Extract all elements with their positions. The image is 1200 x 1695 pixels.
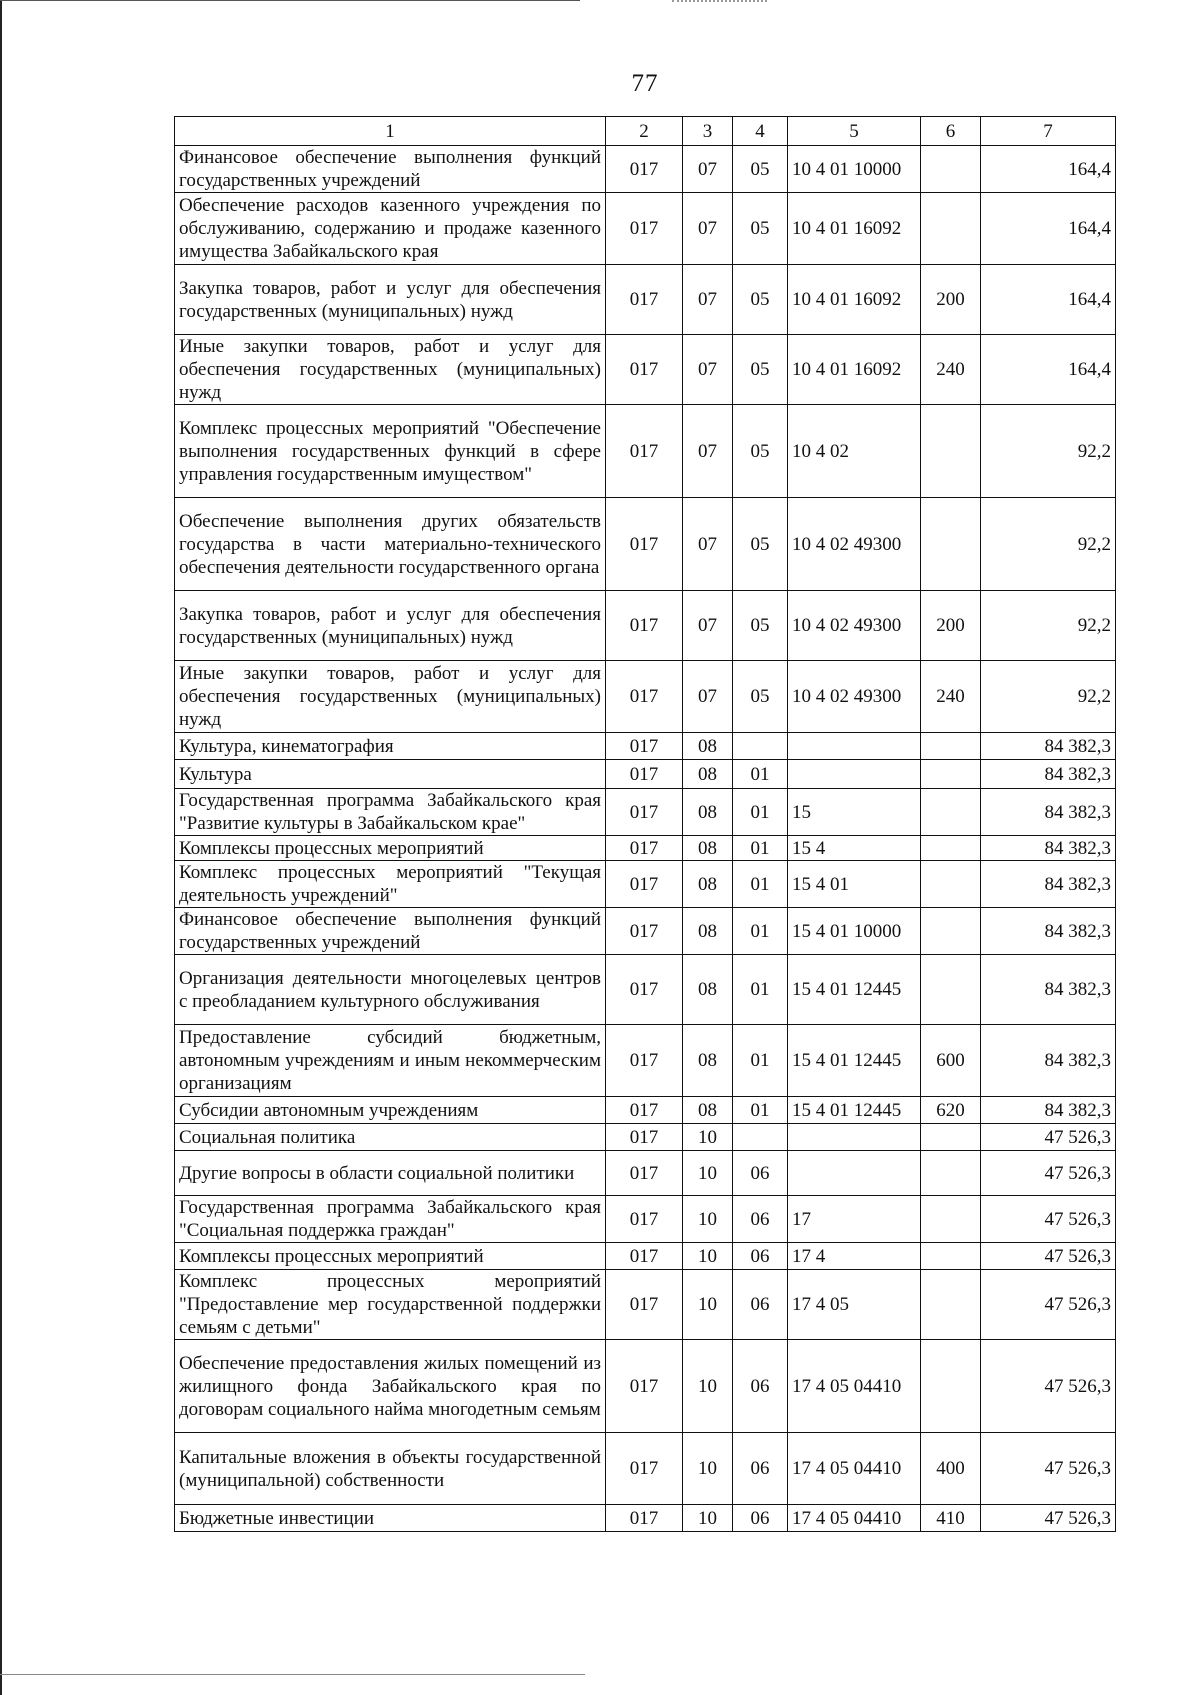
- table-row: [175, 760, 1116, 789]
- row-code-6-cell: 400: [921, 1433, 981, 1505]
- row-code-5-cell: 17 4: [788, 1243, 921, 1270]
- row-code-6-cell: [921, 1270, 981, 1340]
- row-name-cell: Финансовое обеспечение выполнения функций государственных учреждений: [175, 908, 606, 955]
- row-code-6-cell: 600: [921, 1025, 981, 1097]
- row-code-3-cell: 07: [683, 405, 733, 498]
- row-code-5-cell: 10 4 02: [788, 405, 921, 498]
- row-amount-cell: 92,2: [981, 661, 1116, 733]
- row-name-cell: Комплексы процессных мероприятий: [175, 1243, 606, 1270]
- table-row: [175, 1270, 1116, 1340]
- row-code-6-cell: [921, 405, 981, 498]
- table-row: [175, 1433, 1116, 1505]
- row-code-6-cell: 240: [921, 661, 981, 733]
- table-row: [175, 193, 1116, 265]
- row-code-3-cell: 10: [683, 1505, 733, 1532]
- row-code-2-cell: 017: [606, 733, 683, 760]
- row-code-4-cell: 01: [733, 1097, 788, 1124]
- row-code-2-cell: 017: [606, 1196, 683, 1243]
- row-code-2-cell: 017: [606, 955, 683, 1025]
- row-code-6-cell: [921, 760, 981, 789]
- row-amount-cell: 84 382,3: [981, 1025, 1116, 1097]
- row-code-4-cell: 05: [733, 591, 788, 661]
- row-amount-cell: 47 526,3: [981, 1151, 1116, 1196]
- row-code-5-cell: 17: [788, 1196, 921, 1243]
- row-code-4-cell: 01: [733, 1025, 788, 1097]
- row-code-6-cell: [921, 836, 981, 861]
- table-row: [175, 1505, 1116, 1532]
- row-code-3-cell: 07: [683, 146, 733, 193]
- row-code-6-cell: [921, 1196, 981, 1243]
- row-amount-cell: 84 382,3: [981, 789, 1116, 836]
- row-code-6-cell: [921, 789, 981, 836]
- row-amount-cell: 84 382,3: [981, 861, 1116, 908]
- row-code-5-cell: 17 4 05: [788, 1270, 921, 1340]
- table-row: [175, 955, 1116, 1025]
- row-code-4-cell: 06: [733, 1505, 788, 1532]
- row-code-6-cell: [921, 1124, 981, 1151]
- row-amount-cell: 47 526,3: [981, 1270, 1116, 1340]
- row-code-2-cell: 017: [606, 146, 683, 193]
- row-code-5-cell: 17 4 05 04410: [788, 1433, 921, 1505]
- row-code-2-cell: 017: [606, 1025, 683, 1097]
- row-code-6-cell: [921, 1151, 981, 1196]
- row-name-cell: Комплекс процессных мероприятий "Предоставление мер государственной поддержки семьям с детьми": [175, 1270, 606, 1340]
- scan-edge-top: [0, 0, 580, 1]
- row-amount-cell: 164,4: [981, 335, 1116, 405]
- table-row: [175, 146, 1116, 193]
- row-code-5-cell: 10 4 01 16092: [788, 335, 921, 405]
- row-name-cell: Субсидии автономным учреждениям: [175, 1097, 606, 1124]
- row-name-cell: Финансовое обеспечение выполнения функций государственных учреждений: [175, 146, 606, 193]
- row-code-4-cell: 01: [733, 955, 788, 1025]
- row-code-5-cell: 15 4 01 10000: [788, 908, 921, 955]
- row-code-4-cell: 01: [733, 760, 788, 789]
- row-code-4-cell: 06: [733, 1196, 788, 1243]
- table-row: [175, 861, 1116, 908]
- row-name-cell: Бюджетные инвестиции: [175, 1505, 606, 1532]
- row-code-3-cell: 10: [683, 1151, 733, 1196]
- row-name-cell: Комплексы процессных мероприятий: [175, 836, 606, 861]
- row-code-2-cell: 017: [606, 661, 683, 733]
- row-code-3-cell: 07: [683, 498, 733, 591]
- row-code-3-cell: 07: [683, 193, 733, 265]
- header-cell-5: 5: [788, 117, 921, 146]
- row-code-3-cell: 08: [683, 733, 733, 760]
- row-code-4-cell: [733, 733, 788, 760]
- row-code-4-cell: 01: [733, 861, 788, 908]
- row-code-4-cell: 01: [733, 836, 788, 861]
- row-name-cell: Государственная программа Забайкальского края "Развитие культуры в Забайкальском крае": [175, 789, 606, 836]
- table-row: [175, 908, 1116, 955]
- row-code-4-cell: 01: [733, 789, 788, 836]
- table-row: [175, 1340, 1116, 1433]
- table-body: [175, 117, 1116, 1532]
- row-code-5-cell: 10 4 01 16092: [788, 193, 921, 265]
- row-code-3-cell: 08: [683, 789, 733, 836]
- row-name-cell: Иные закупки товаров, работ и услуг для обеспечения государственных (муниципальных) нужд: [175, 335, 606, 405]
- row-amount-cell: 84 382,3: [981, 908, 1116, 955]
- row-code-3-cell: 07: [683, 661, 733, 733]
- row-name-cell: Комплекс процессных мероприятий "Текущая деятельность учреждений": [175, 861, 606, 908]
- table-row: [175, 1124, 1116, 1151]
- table-row: [175, 789, 1116, 836]
- table-row: [175, 1097, 1116, 1124]
- row-code-2-cell: 017: [606, 1340, 683, 1433]
- row-code-4-cell: 06: [733, 1243, 788, 1270]
- row-amount-cell: 164,4: [981, 193, 1116, 265]
- row-code-5-cell: [788, 1151, 921, 1196]
- row-amount-cell: 84 382,3: [981, 760, 1116, 789]
- row-code-2-cell: 017: [606, 498, 683, 591]
- table-row: [175, 836, 1116, 861]
- row-code-5-cell: [788, 733, 921, 760]
- row-code-3-cell: 07: [683, 265, 733, 335]
- table-row: [175, 1151, 1116, 1196]
- row-code-5-cell: 10 4 01 16092: [788, 265, 921, 335]
- row-code-5-cell: 15 4 01: [788, 861, 921, 908]
- scan-line-bottom: [0, 1674, 585, 1675]
- row-amount-cell: 47 526,3: [981, 1124, 1116, 1151]
- row-code-3-cell: 08: [683, 861, 733, 908]
- row-code-6-cell: 240: [921, 335, 981, 405]
- row-code-3-cell: 08: [683, 1097, 733, 1124]
- row-code-5-cell: [788, 760, 921, 789]
- row-name-cell: Другие вопросы в области социальной политики: [175, 1151, 606, 1196]
- row-code-2-cell: 017: [606, 760, 683, 789]
- row-code-4-cell: 06: [733, 1433, 788, 1505]
- row-code-5-cell: 15 4: [788, 836, 921, 861]
- header-cell-4: 4: [733, 117, 788, 146]
- row-code-6-cell: 200: [921, 265, 981, 335]
- header-cell-6: 6: [921, 117, 981, 146]
- table-row: [175, 661, 1116, 733]
- row-code-2-cell: 017: [606, 908, 683, 955]
- row-name-cell: Капитальные вложения в объекты государственной (муниципальной) собственности: [175, 1433, 606, 1505]
- row-name-cell: Социальная политика: [175, 1124, 606, 1151]
- row-code-6-cell: [921, 955, 981, 1025]
- row-name-cell: Культура: [175, 760, 606, 789]
- row-amount-cell: 92,2: [981, 591, 1116, 661]
- row-code-6-cell: [921, 1243, 981, 1270]
- row-code-5-cell: 10 4 02 49300: [788, 591, 921, 661]
- row-code-2-cell: 017: [606, 789, 683, 836]
- row-name-cell: Комплекс процессных мероприятий "Обеспечение выполнения государственных функций в сфере управления государственным имуществом": [175, 405, 606, 498]
- table-row: [175, 1025, 1116, 1097]
- row-code-2-cell: 017: [606, 1151, 683, 1196]
- row-code-2-cell: 017: [606, 1097, 683, 1124]
- row-code-5-cell: 17 4 05 04410: [788, 1505, 921, 1532]
- row-code-5-cell: 15 4 01 12445: [788, 1025, 921, 1097]
- row-code-3-cell: 08: [683, 908, 733, 955]
- scan-mark-top: [672, 0, 767, 5]
- table-row: [175, 498, 1116, 591]
- row-code-5-cell: [788, 1124, 921, 1151]
- row-code-3-cell: 08: [683, 760, 733, 789]
- row-code-5-cell: 15 4 01 12445: [788, 955, 921, 1025]
- row-amount-cell: 47 526,3: [981, 1340, 1116, 1433]
- header-cell-7: 7: [981, 117, 1116, 146]
- row-name-cell: Закупка товаров, работ и услуг для обеспечения государственных (муниципальных) нужд: [175, 265, 606, 335]
- row-code-5-cell: 10 4 02 49300: [788, 661, 921, 733]
- row-code-2-cell: 017: [606, 1433, 683, 1505]
- row-code-2-cell: 017: [606, 1505, 683, 1532]
- row-name-cell: Обеспечение расходов казенного учреждения по обслуживанию, содержанию и продаже казенного имущества Забайкальского края: [175, 193, 606, 265]
- header-cell-2: 2: [606, 117, 683, 146]
- row-code-3-cell: 10: [683, 1433, 733, 1505]
- row-code-2-cell: 017: [606, 193, 683, 265]
- row-amount-cell: 92,2: [981, 405, 1116, 498]
- row-name-cell: Предоставление субсидий бюджетным, автономным учреждениям и иным некоммерческим организациям: [175, 1025, 606, 1097]
- row-code-2-cell: 017: [606, 1270, 683, 1340]
- row-code-6-cell: [921, 1340, 981, 1433]
- row-code-2-cell: 017: [606, 591, 683, 661]
- table-row: [175, 335, 1116, 405]
- row-code-4-cell: 06: [733, 1270, 788, 1340]
- row-code-3-cell: 08: [683, 836, 733, 861]
- row-amount-cell: 84 382,3: [981, 733, 1116, 760]
- row-code-5-cell: 10 4 01 10000: [788, 146, 921, 193]
- row-name-cell: Государственная программа Забайкальского края "Социальная поддержка граждан": [175, 1196, 606, 1243]
- row-code-3-cell: 07: [683, 335, 733, 405]
- row-code-4-cell: 05: [733, 146, 788, 193]
- row-code-2-cell: 017: [606, 1243, 683, 1270]
- row-code-4-cell: 06: [733, 1151, 788, 1196]
- scan-edge-left: [0, 0, 2, 1695]
- row-code-3-cell: 10: [683, 1243, 733, 1270]
- row-name-cell: Обеспечение предоставления жилых помещений из жилищного фонда Забайкальского края по договорам социального найма многодетным семьям: [175, 1340, 606, 1433]
- row-code-3-cell: 08: [683, 955, 733, 1025]
- row-code-2-cell: 017: [606, 335, 683, 405]
- row-code-3-cell: 10: [683, 1340, 733, 1433]
- row-code-6-cell: [921, 733, 981, 760]
- row-amount-cell: 84 382,3: [981, 1097, 1116, 1124]
- row-code-6-cell: [921, 861, 981, 908]
- row-code-4-cell: 05: [733, 335, 788, 405]
- row-code-2-cell: 017: [606, 405, 683, 498]
- row-code-2-cell: 017: [606, 861, 683, 908]
- table-row: [175, 1243, 1116, 1270]
- row-code-4-cell: 05: [733, 405, 788, 498]
- budget-table: [174, 116, 1116, 1532]
- row-code-5-cell: 15: [788, 789, 921, 836]
- row-name-cell: Культура, кинематография: [175, 733, 606, 760]
- row-code-2-cell: 017: [606, 265, 683, 335]
- row-code-5-cell: 15 4 01 12445: [788, 1097, 921, 1124]
- row-amount-cell: 84 382,3: [981, 955, 1116, 1025]
- row-code-2-cell: 017: [606, 1124, 683, 1151]
- header-cell-3: 3: [683, 117, 733, 146]
- row-code-3-cell: 07: [683, 591, 733, 661]
- table-row: [175, 405, 1116, 498]
- row-code-4-cell: 05: [733, 193, 788, 265]
- row-code-3-cell: 10: [683, 1196, 733, 1243]
- row-amount-cell: 47 526,3: [981, 1505, 1116, 1532]
- row-code-6-cell: [921, 193, 981, 265]
- row-name-cell: Организация деятельности многоцелевых центров с преобладанием культурного обслуживания: [175, 955, 606, 1025]
- page-number: 77: [631, 70, 659, 97]
- row-code-3-cell: 08: [683, 1025, 733, 1097]
- row-code-6-cell: [921, 908, 981, 955]
- row-code-3-cell: 10: [683, 1124, 733, 1151]
- row-amount-cell: 92,2: [981, 498, 1116, 591]
- row-code-6-cell: 620: [921, 1097, 981, 1124]
- row-amount-cell: 84 382,3: [981, 836, 1116, 861]
- table-header-row: [175, 117, 1116, 146]
- row-code-6-cell: [921, 146, 981, 193]
- row-code-3-cell: 10: [683, 1270, 733, 1340]
- row-code-2-cell: 017: [606, 836, 683, 861]
- table-row: [175, 591, 1116, 661]
- row-code-6-cell: [921, 498, 981, 591]
- row-amount-cell: 47 526,3: [981, 1243, 1116, 1270]
- row-code-4-cell: [733, 1124, 788, 1151]
- row-code-4-cell: 01: [733, 908, 788, 955]
- row-name-cell: Иные закупки товаров, работ и услуг для обеспечения государственных (муниципальных) нужд: [175, 661, 606, 733]
- row-amount-cell: 164,4: [981, 265, 1116, 335]
- table-row: [175, 1196, 1116, 1243]
- table-row: [175, 265, 1116, 335]
- row-code-4-cell: 05: [733, 265, 788, 335]
- row-code-6-cell: 200: [921, 591, 981, 661]
- table-row: [175, 733, 1116, 760]
- row-name-cell: Закупка товаров, работ и услуг для обеспечения государственных (муниципальных) нужд: [175, 591, 606, 661]
- row-code-4-cell: 06: [733, 1340, 788, 1433]
- row-code-6-cell: 410: [921, 1505, 981, 1532]
- row-amount-cell: 47 526,3: [981, 1196, 1116, 1243]
- row-code-5-cell: 17 4 05 04410: [788, 1340, 921, 1433]
- row-name-cell: Обеспечение выполнения других обязательств государства в части материально-технического обеспечения деятельности государственного органа: [175, 498, 606, 591]
- row-amount-cell: 164,4: [981, 146, 1116, 193]
- header-cell-1: 1: [175, 117, 606, 146]
- row-code-4-cell: 05: [733, 498, 788, 591]
- row-code-5-cell: 10 4 02 49300: [788, 498, 921, 591]
- row-amount-cell: 47 526,3: [981, 1433, 1116, 1505]
- row-code-4-cell: 05: [733, 661, 788, 733]
